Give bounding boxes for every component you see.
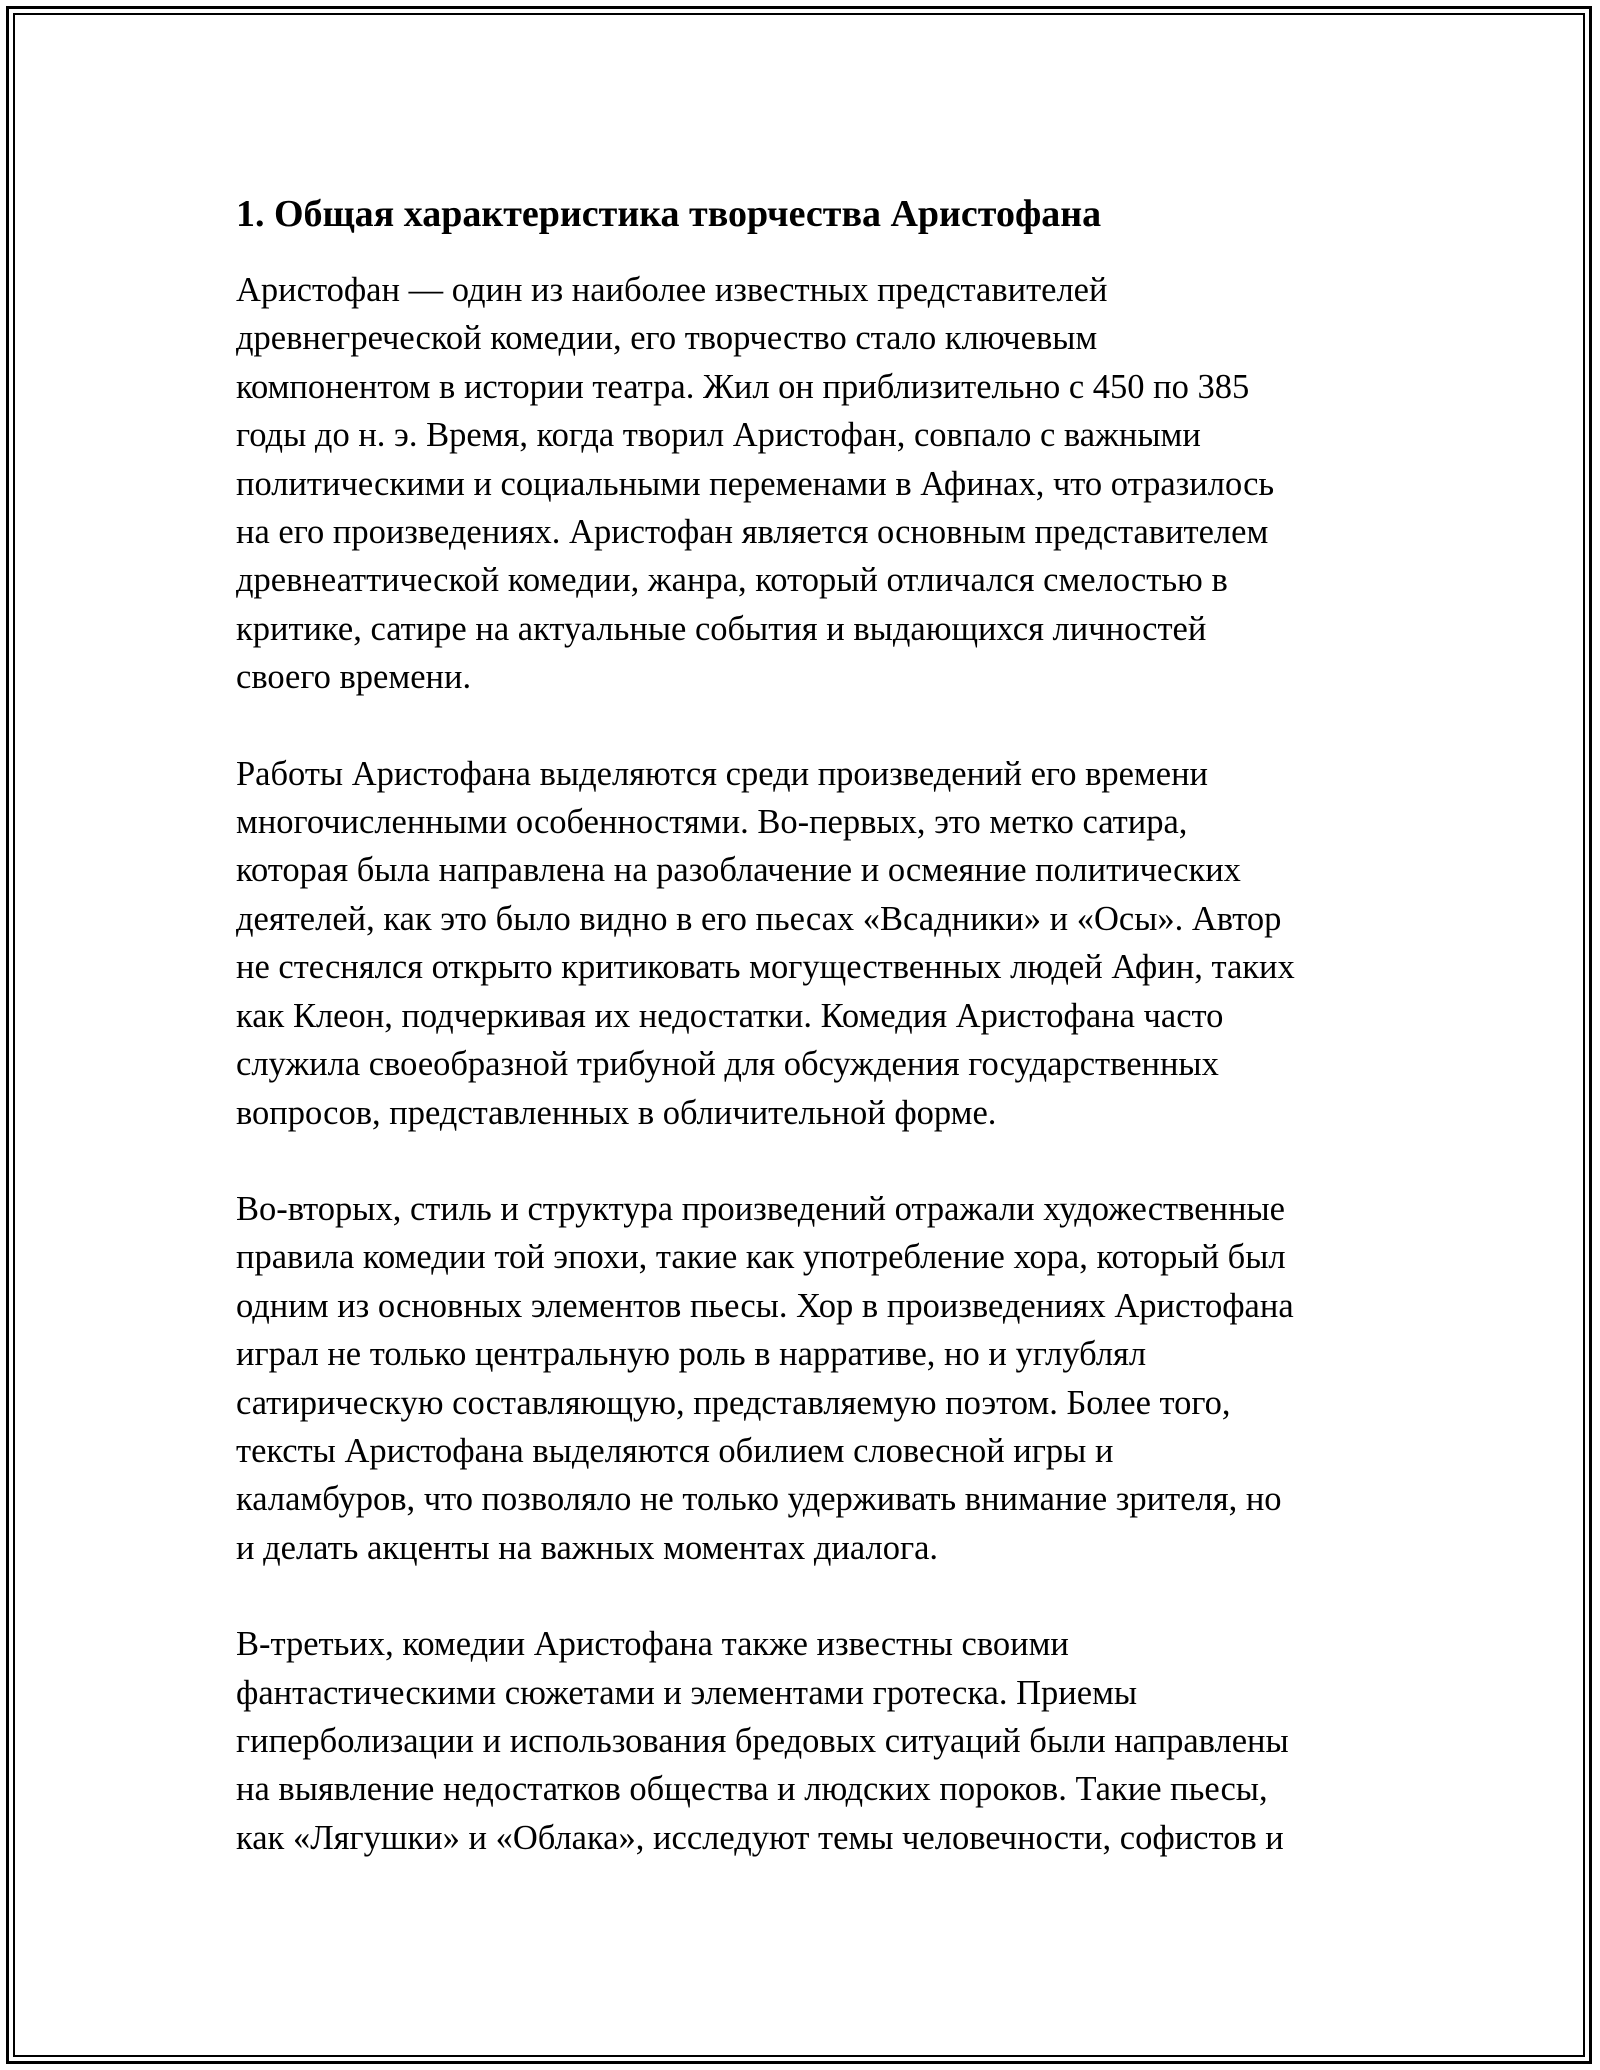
paragraphs-container xyxy=(236,266,1376,1862)
text-line: фантастическими сюжетами и элементами гротеска. Приемы xyxy=(236,1673,1138,1712)
text-line: годы до н. э. Время, когда творил Аристофан, совпало с важными xyxy=(236,416,1201,455)
text-line: служила своеобразной трибуной для обсуждения государственных xyxy=(236,1045,1219,1084)
text-line: не стеснялся открыто критиковать могущественных людей Афин, таких xyxy=(236,948,1295,987)
text-line: Во-вторых, стиль и структура произведений отражали художественные xyxy=(236,1189,1285,1228)
text-line: древнеаттической комедии, жанра, который отличался смелостью в xyxy=(236,561,1228,600)
text-line: и делать акценты на важных моментах диалога. xyxy=(236,1528,939,1567)
text-line: как «Лягушки» и «Облака», исследуют темы человечности, софистов и xyxy=(236,1818,1284,1857)
document-body xyxy=(236,186,1376,1862)
text-line: вопросов, представленных в обличительной форме. xyxy=(236,1093,997,1132)
text-line: многочисленными особенностями. Во-первых, это метко сатира, xyxy=(236,803,1188,842)
text-line: которая была направлена на разоблачение и осмеяние политических xyxy=(236,851,1241,890)
text-line: Работы Аристофана выделяются среди произведений его времени xyxy=(236,754,1208,793)
text-line: древнегреческой комедии, его творчество стало ключевым xyxy=(236,319,1098,358)
text-line: тексты Аристофана выделяются обилием словесной игры и xyxy=(236,1431,1114,1470)
text-line: Аристофан — один из наиболее известных представителей xyxy=(236,271,1108,309)
text-line: каламбуров, что позволяло не только удерживать внимание зрителя, но xyxy=(236,1480,1282,1519)
text-line: на выявление недостатков общества и людских пороков. Такие пьесы, xyxy=(236,1770,1268,1809)
text-line: на его произведениях. Аристофан является основным представителем xyxy=(236,513,1269,552)
text-line: одним из основных элементов пьесы. Хор в произведениях Аристофана xyxy=(236,1286,1294,1325)
paragraph-2 xyxy=(236,750,1376,1137)
text-line: сатирическую составляющую, представляемую поэтом. Более того, xyxy=(236,1383,1231,1422)
text-line: деятелей, как это было видно в его пьесах «Всадники» и «Осы». Автор xyxy=(236,899,1282,938)
paragraph-1 xyxy=(236,266,1376,702)
text-line: гиперболизации и использования бредовых ситуаций были направлены xyxy=(236,1721,1289,1760)
text-line: правила комедии той эпохи, такие как употребление хора, который был xyxy=(236,1238,1286,1277)
text-line: играл не только центральную роль в нарративе, но и углублял xyxy=(236,1335,1147,1374)
text-line: своего времени. xyxy=(236,658,472,697)
text-line: как Клеон, подчеркивая их недостатки. Комедия Аристофана часто xyxy=(236,996,1224,1035)
text-line: В-третьих, комедии Аристофана также известны своими xyxy=(236,1625,1069,1664)
paragraph-3 xyxy=(236,1185,1376,1572)
text-line: политическими и социальными переменами в Афинах, что отразилось xyxy=(236,464,1275,503)
paragraph-4 xyxy=(236,1620,1376,1862)
text-line: критике, сатире на актуальные события и выдающихся личностей xyxy=(236,609,1207,648)
text-line: компонентом в истории театра. Жил он приблизительно с 450 по 385 xyxy=(236,367,1250,406)
section-heading: 1. Общая характеристика творчества Аристофана xyxy=(236,193,1102,235)
